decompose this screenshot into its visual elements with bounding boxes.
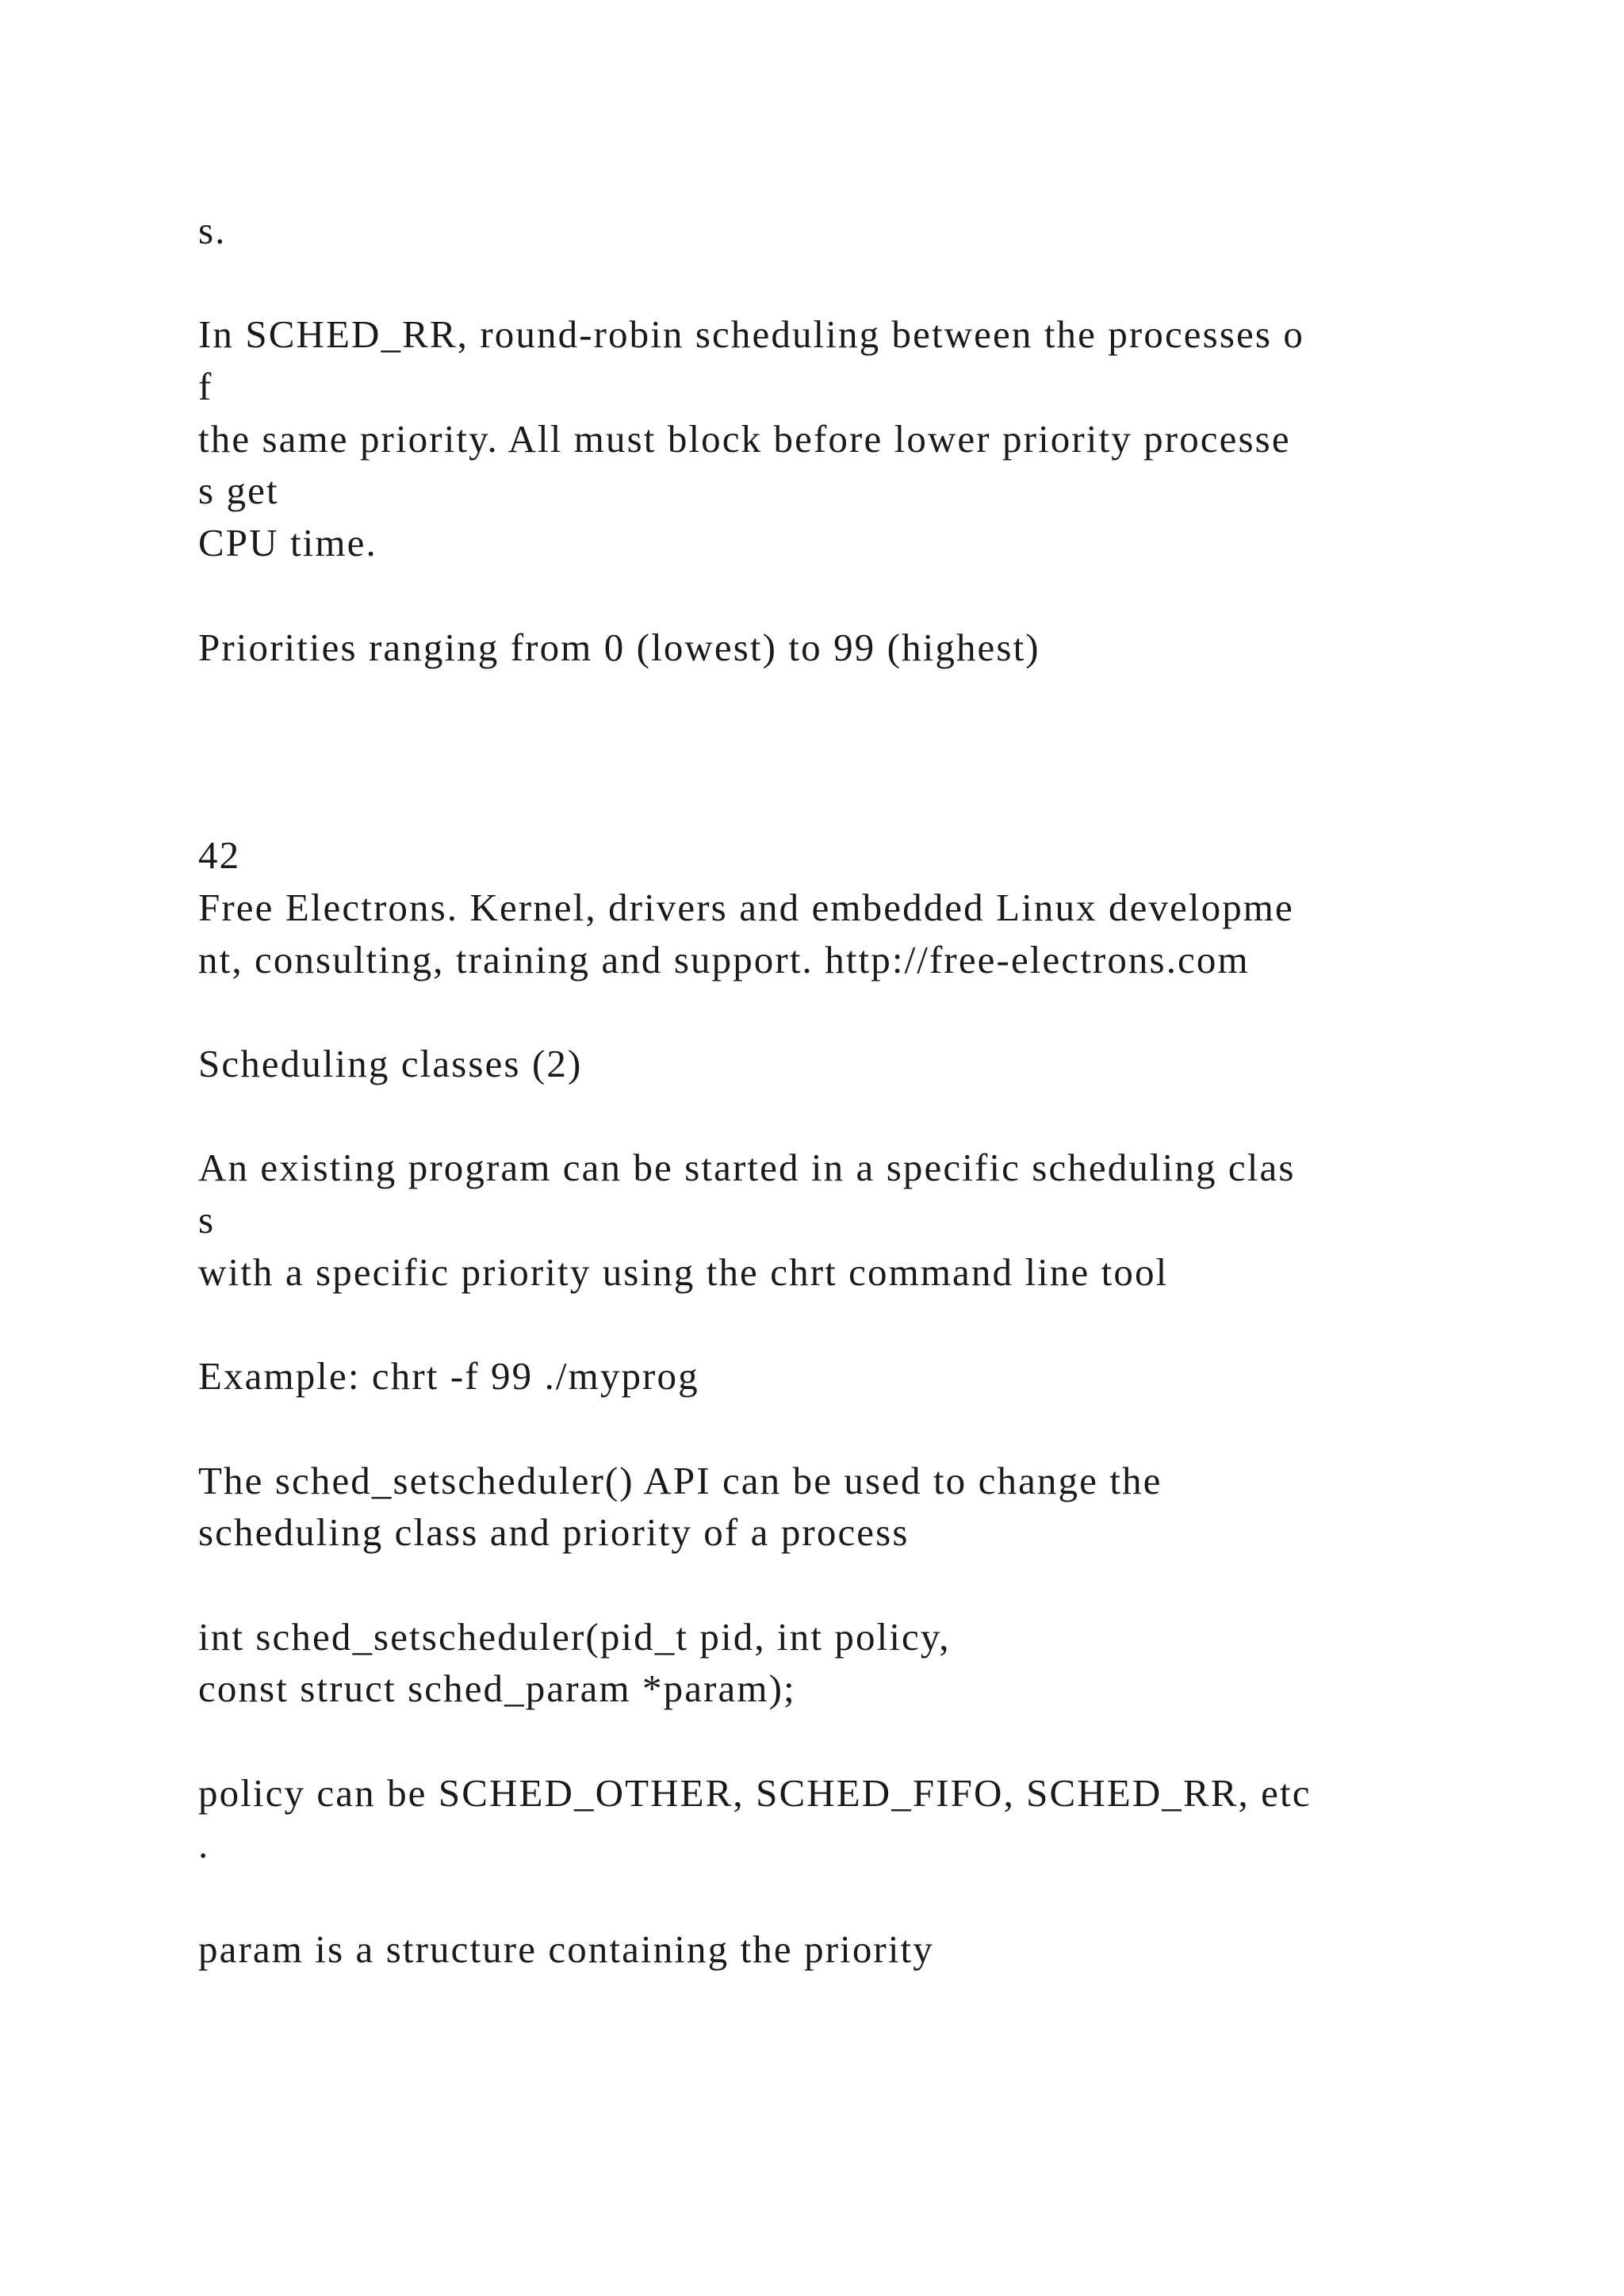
text-line: param is a structure containing the priority xyxy=(198,1927,934,1971)
code-line: int sched_setscheduler(pid_t pid, int policy, xyxy=(198,1614,951,1659)
blank-line xyxy=(198,673,1499,725)
text-line: policy can be SCHED_OTHER, SCHED_FIFO, SCHED_RR, etc xyxy=(198,1770,1312,1815)
text-line: CPU time. xyxy=(198,521,377,565)
text-line: An existing program can be started in a specific scheduling clas xyxy=(198,1146,1296,1190)
blank-line xyxy=(198,1715,1499,1767)
text-line: f xyxy=(198,365,213,409)
text-line: In SCHED_RR, round-robin scheduling between the processes o xyxy=(198,312,1304,357)
text-line: s xyxy=(198,1198,216,1242)
text-line: with a specific priority using the chrt command line tool xyxy=(198,1249,1169,1294)
text-line: . xyxy=(198,1823,210,1867)
blank-line xyxy=(198,1298,1499,1350)
blank-line xyxy=(198,985,1499,1038)
footer-text: Free Electrons. Kernel, drivers and embedded Linux developme xyxy=(198,885,1294,929)
blank-line xyxy=(198,725,1499,778)
text-line: s get xyxy=(198,469,279,513)
blank-line xyxy=(198,569,1499,622)
page-number: 42 xyxy=(198,833,241,878)
text-line: the same priority. All must block before lower priority processe xyxy=(198,416,1291,461)
text-line: Priorities ranging from 0 (lowest) to 99 (highest) xyxy=(198,625,1040,669)
text-line: scheduling class and priority of a process xyxy=(198,1510,910,1555)
code-line: const struct sched_param *param); xyxy=(198,1667,796,1711)
text-line: s. xyxy=(198,209,227,252)
blank-line xyxy=(198,1090,1499,1142)
text-line: Example: chrt -f 99 ./myprog xyxy=(198,1354,699,1399)
blank-line xyxy=(198,1402,1499,1455)
document-text xyxy=(198,205,1499,1975)
blank-line xyxy=(198,778,1499,830)
text-line: The sched_setscheduler() API can be used to change the xyxy=(198,1458,1162,1502)
blank-line xyxy=(198,257,1499,309)
section-heading: Scheduling classes (2) xyxy=(198,1042,583,1085)
blank-line xyxy=(198,1559,1499,1611)
footer-text: nt, consulting, training and support. http://free-electrons.com xyxy=(198,937,1250,982)
blank-line xyxy=(198,1871,1499,1923)
